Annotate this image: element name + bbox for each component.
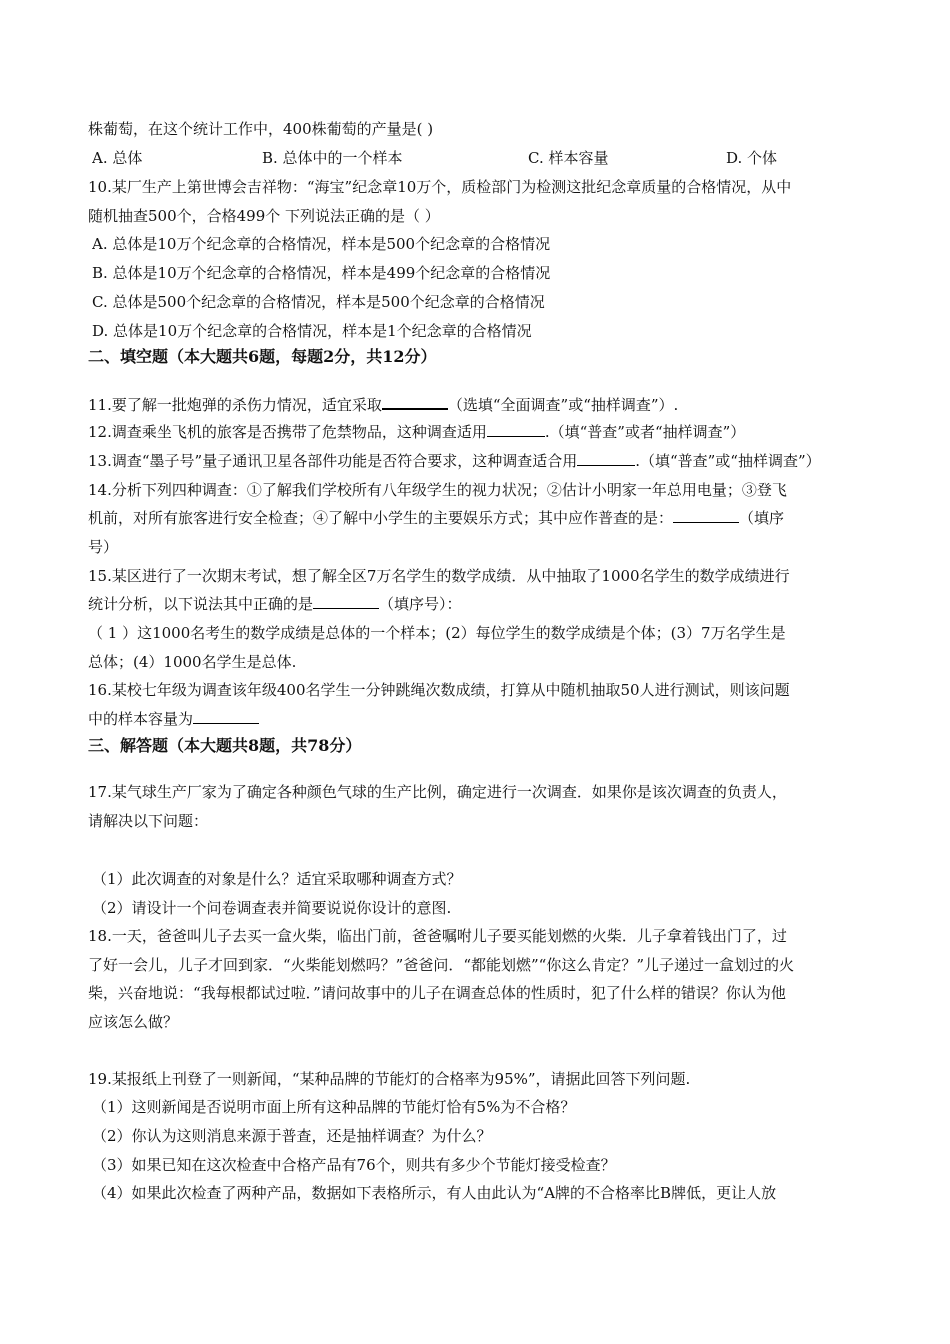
q18-line3: 柴，兴奋地说：“我每根都试过啦．”请问故事中的儿子在调查总体的性质时，犯了什么样的错误？你认为他 xyxy=(88,984,786,1002)
q9-option-d: D. 个体 xyxy=(726,149,778,167)
q19-sub1: （1）这则新闻是否说明市面上所有这种品牌的节能灯恰有5%为不合格？ xyxy=(92,1098,576,1116)
q19-sub3: （3）如果已知在这次检查中合格产品有76个，则共有多少个节能灯接受检查？ xyxy=(92,1156,616,1174)
section2-heading: 二、填空题（本大题共6题，每题2分，共12分） xyxy=(88,347,437,366)
q9-option-a: A. 总体 xyxy=(92,149,143,167)
q12-blank[interactable] xyxy=(487,422,545,437)
section3-heading: 三、解答题（本大题共8题，共78分） xyxy=(88,736,362,755)
q11-text-after: （选填“全面调查”或“抽样调查”）. xyxy=(447,396,679,414)
q14-line2 xyxy=(88,508,868,528)
q9-option-b: B. 总体中的一个样本 xyxy=(262,149,403,167)
q11-text-before: 11.要了解一批炮弹的杀伤力情况，适宜采取 xyxy=(88,396,382,414)
q10-option-a: A. 总体是10万个纪念章的合格情况，样本是500个纪念章的合格情况 xyxy=(92,235,551,253)
q15-line4: 总体；(4）1000名学生是总体. xyxy=(88,653,297,671)
q17-line2: 请解决以下问题： xyxy=(88,812,209,830)
q16-text-before: 中的样本容量为 xyxy=(88,710,194,728)
q11-blank[interactable] xyxy=(382,394,448,410)
q9-options xyxy=(92,148,868,168)
q17-sub1: （1）此次调查的对象是什么？适宜采取哪种调查方式？ xyxy=(92,870,462,888)
q16-blank[interactable] xyxy=(193,709,259,724)
q9-tail: 株葡萄，在这个统计工作中，400株葡萄的产量是( ) xyxy=(88,120,434,138)
q9-option-c: C. 样本容量 xyxy=(528,149,609,167)
q13-text-before: 13.调查“墨子号”量子通讯卫星各部件功能是否符合要求，这种调查适合用 xyxy=(88,452,578,470)
q18-line2: 了好一会儿，儿子才回到家．“火柴能划燃吗？”爸爸问．“都能划燃”“你这么肯定？”儿子递过一盒划过的火 xyxy=(88,956,795,974)
q14-line3: 号） xyxy=(88,538,119,556)
q18-line1: 18.一天，爸爸叫儿子去买一盒火柴，临出门前，爸爸嘱咐儿子要买能划燃的火柴．儿子拿着钱出门了，过 xyxy=(88,927,787,945)
q10-option-c: C. 总体是500个纪念章的合格情况，样本是500个纪念章的合格情况 xyxy=(92,293,545,311)
q15-line3: （ 1 ）这1000名考生的数学成绩是总体的一个样本；(2）每位学生的数学成绩是个体；(3）7万名学生是 xyxy=(88,624,786,642)
q12 xyxy=(88,422,868,442)
q15-text-before: 统计分析，以下说法其中正确的是 xyxy=(88,595,314,613)
q14-line1: 14.分析下列四种调查：①了解我们学校所有八年级学生的视力状况；②估计小明家一年总用电量；③登飞 xyxy=(88,481,787,499)
q10-option-d: D. 总体是10万个纪念章的合格情况，样本是1个纪念章的合格情况 xyxy=(92,322,532,340)
q15-line2 xyxy=(88,594,868,614)
q14-text-after: （填序 xyxy=(739,509,785,527)
q19-sub2: （2）你认为这则消息来源于普查，还是抽样调查？为什么？ xyxy=(92,1127,492,1145)
q13 xyxy=(88,451,868,471)
q18-line4: 应该怎么做？ xyxy=(88,1013,179,1031)
q15-line1: 15.某区进行了一次期末考试，想了解全区7万名学生的数学成绩．从中抽取了1000名学生的数学成绩进行 xyxy=(88,567,790,585)
q15-blank[interactable] xyxy=(313,594,379,609)
q14-text-before: 机前，对所有旅客进行安全检查；④了解中小学生的主要娱乐方式；其中应作普查的是： xyxy=(88,509,674,527)
q12-text-after: .（填“普查”或者“抽样调查”） xyxy=(544,423,746,441)
q10-line1: 10.某厂生产上第世博会吉祥物：“海宝”纪念章10万个，质检部门为检测这批纪念章质量的合格情况，从中 xyxy=(88,178,792,196)
q13-text-after: .（填“普查”或“抽样调查”） xyxy=(635,452,821,470)
q13-blank[interactable] xyxy=(577,451,635,466)
q10-line2: 随机抽查500个，合格499个 下列说法正确的是（ ） xyxy=(88,207,440,225)
q16-line1: 16.某校七年级为调查该年级400名学生一分钟跳绳次数成绩，打算从中随机抽取50人进行测试，则该问题 xyxy=(88,681,790,699)
q11 xyxy=(88,394,868,415)
q15-text-after: （填序号）： xyxy=(379,595,462,613)
q10-option-b: B. 总体是10万个纪念章的合格情况，样本是499个纪念章的合格情况 xyxy=(92,264,551,282)
q19-sub4: （4）如果此次检查了两种产品，数据如下表格所示，有人由此认为“A牌的不合格率比B牌低，更让人放 xyxy=(92,1184,777,1202)
q17-sub2: （2）请设计一个问卷调查表并简要说说你设计的意图. xyxy=(92,899,452,917)
q14-blank[interactable] xyxy=(673,508,739,523)
q12-text-before: 12.调查乘坐飞机的旅客是否携带了危禁物品，这种调查适用 xyxy=(88,423,487,441)
q16-line2 xyxy=(88,709,868,729)
q19-line1: 19.某报纸上刊登了一则新闻，“某种品牌的节能灯的合格率为95%”，请据此回答下列问题. xyxy=(88,1070,691,1088)
q17-line1: 17.某气球生产厂家为了确定各种颜色气球的生产比例，确定进行一次调查．如果你是该次调查的负责人， xyxy=(88,783,787,801)
